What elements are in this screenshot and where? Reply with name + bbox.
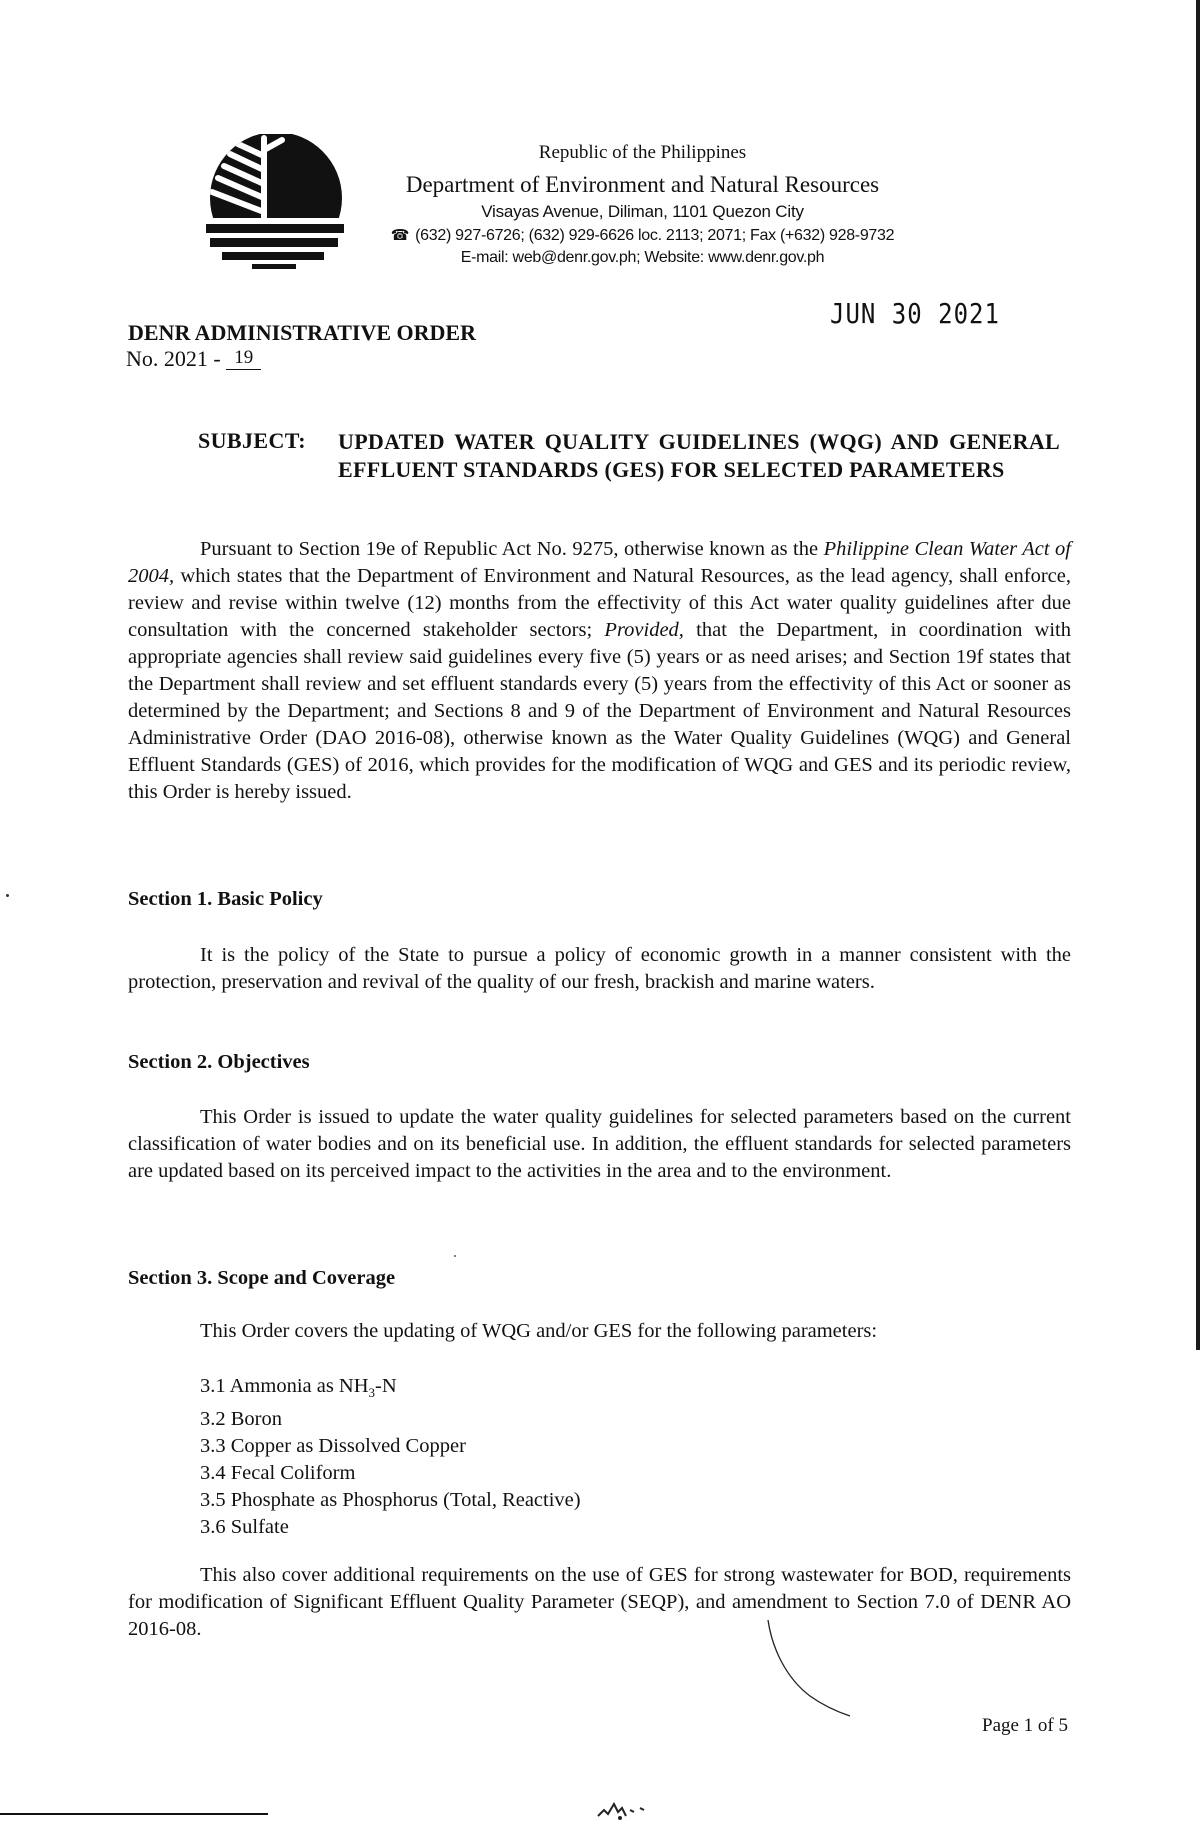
date-stamp: JUN 30 2021 — [830, 297, 1000, 331]
list-item: 3.2 Boron — [200, 1408, 282, 1431]
intro-paragraph — [128, 536, 1071, 806]
order-number-prefix: No. 2021 - — [126, 346, 221, 371]
list-item: 3.4 Fecal Coliform — [200, 1462, 356, 1485]
section-2-heading: Section 2. Objectives — [128, 1051, 310, 1073]
subject-text: UPDATED WATER QUALITY GUIDELINES (WQG) AND GENERAL EFFLUENT STANDARDS (GES) FOR SELECTED PARAMETERS — [338, 429, 1060, 482]
order-number-value: 19 — [226, 347, 261, 370]
pen-annotation-mark — [764, 1618, 854, 1718]
order-title: DENR ADMINISTRATIVE ORDER — [128, 320, 476, 345]
scan-speck — [454, 1255, 456, 1257]
intro-proviso: Provided, — [604, 619, 684, 641]
section-3-intro: This Order covers the updating of WQG and/or GES for the following parameters: — [200, 1320, 878, 1342]
section-2-text: This Order is issued to update the water quality guidelines for selected parameters based on the current classification of water bodies and on its beneficial use. In addition, the effluent standards for selected parameters are updated based on its perceived impact to the activities in the area and to the environment. — [128, 1106, 1071, 1182]
page-number: Page 1 of 5 — [982, 1715, 1069, 1736]
scan-edge-border — [1196, 0, 1200, 1350]
bottom-rule — [0, 1813, 268, 1815]
parameter-list — [200, 1373, 581, 1541]
denr-logo — [204, 134, 344, 270]
list-item: 3.5 Phosphate as Phosphorus (Total, Reactive) — [200, 1489, 581, 1512]
email-website: E-mail: web@denr.gov.ph; Website: www.denr.gov.ph — [460, 249, 825, 266]
section-1-text: It is the policy of the State to pursue a policy of economic growth in a manner consistent with the protection, preservation and revival of the quality of our fresh, brackish and marine waters. — [128, 944, 1071, 993]
list-item: 3.6 Sulfate — [200, 1516, 289, 1539]
intro-act-name: Philippine Clean Water Act of 2004, — [128, 538, 1071, 587]
list-item: 3.1 Ammonia as $NH_3-N$ — [200, 1375, 397, 1401]
list-item: 3.3 Copper as Dissolved Copper — [200, 1435, 466, 1458]
section-3-closing: This also cover additional requirements on the use of GES for strong wastewater for BOD, requirements for modification of Significant Effluent Quality Parameter (SEQP), and amendment to Section 7.0 of DENR AO 2016-08. — [128, 1564, 1071, 1640]
initials-scribble — [590, 1796, 660, 1821]
department-address: Visayas Avenue, Diliman, 1101 Quezon City — [481, 202, 804, 221]
subject-label: SUBJECT: — [198, 428, 306, 453]
contact-line — [350, 226, 935, 245]
contact-numbers: (632) 927-6726; (632) 929-6626 loc. 2113; 2071; Fax (+632) 928-9732 — [415, 227, 895, 244]
intro-text-3: that the Department, in coordination with appropriate agencies shall review said guidelines every five (5) years or as need arises; and Section 19f states that the Department shall review and set effluent standards every (5) years from the effectivity of this Act or sooner as determined by the Department; and Sections 8 and 9 of the Department of Environment and Natural Resources Administrative Order (DAO 2016-08), otherwise known as the Water Quality Guidelines (WQG) and General Effluent Standards (GES) of 2016, which provides for the modification of WQG and GES and its periodic review, this Order is hereby issued. — [128, 619, 1071, 803]
department-name: Department of Environment and Natural Resources — [405, 172, 880, 197]
republic-heading: Republic of the Philippines — [538, 142, 747, 163]
scan-speck — [6, 894, 9, 897]
section-1-heading: Section 1. Basic Policy — [128, 888, 323, 910]
order-number — [126, 346, 261, 373]
intro-text-2: which states that the Department of Environment and Natural Resources, as the lead agency, shall enforce, review and revise within twelve (12) months from the effectivity of this Act water quality guidelines after due consultation with the concerned stakeholder sectors; — [128, 565, 1071, 641]
phone-icon: ☎ — [390, 227, 410, 244]
section-3-heading: Section 3. Scope and Coverage — [128, 1267, 396, 1289]
intro-text-1: Pursuant to Section 19e of Republic Act No. 9275, otherwise known as the — [200, 538, 824, 560]
